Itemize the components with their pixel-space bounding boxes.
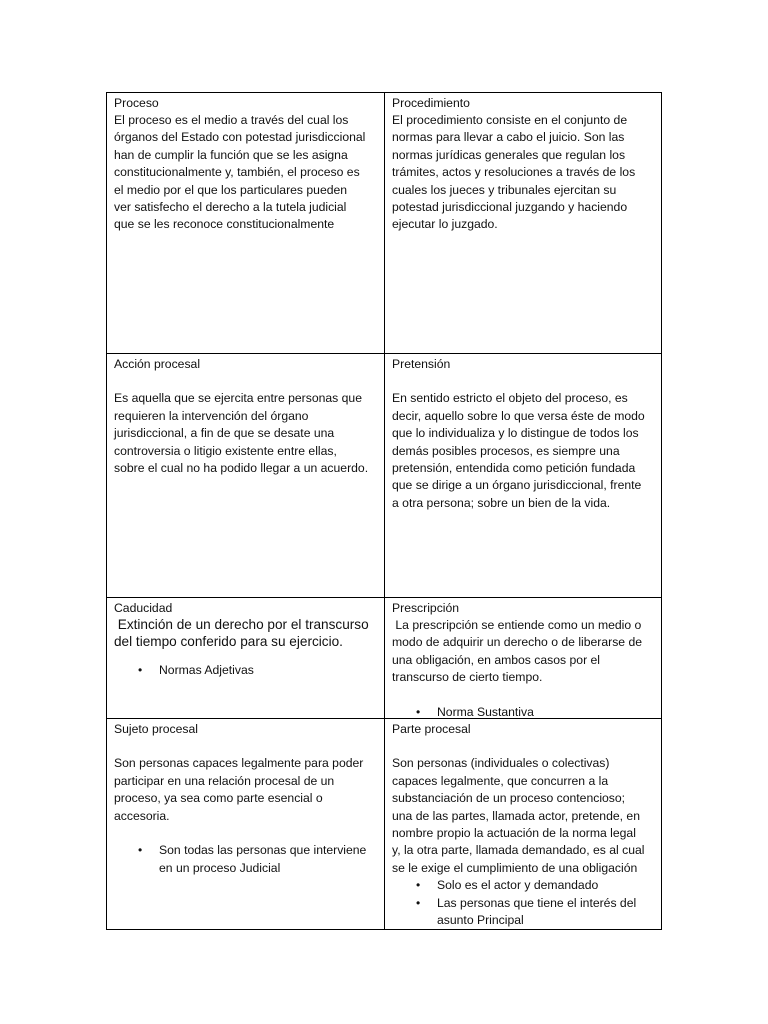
bullet-item: • Las personas que tiene el interés del bbox=[392, 895, 655, 912]
text-line: jurisdiccional, a fin de que se desate una bbox=[114, 426, 335, 441]
cell-body bbox=[114, 755, 378, 825]
text-line: controversia o litigio existente entre ellas, bbox=[114, 443, 337, 458]
text-line: substanciación de un proceso contencioso; bbox=[392, 791, 626, 806]
bullet-item: • Solo es el actor y demandado bbox=[392, 877, 655, 894]
text-line: proceso, ya sea como parte esencial o bbox=[114, 791, 323, 806]
cell-body bbox=[392, 390, 655, 512]
text-line: transcurso de cierto tiempo. bbox=[392, 670, 543, 685]
text-line: se le exige el cumplimiento de una obligación bbox=[392, 860, 638, 875]
spacer bbox=[392, 738, 655, 755]
text-line: del tiempo conferido para su ejercicio. bbox=[114, 633, 343, 649]
cell-body bbox=[114, 390, 378, 477]
text-line: El procedimiento consiste en el conjunto de bbox=[392, 113, 628, 127]
cell-title: Sujeto procesal bbox=[114, 722, 199, 736]
cell-title: Acción procesal bbox=[114, 357, 201, 371]
definitions-table bbox=[106, 92, 662, 930]
text-line: El proceso es el medio a través del cual los bbox=[114, 113, 349, 127]
text-line: constitucionalmente y, también, el proceso es bbox=[114, 165, 360, 180]
bullet-item: • Norma Sustantiva bbox=[392, 704, 655, 718]
text-line: el medio por el que los particulares pueden bbox=[114, 182, 348, 197]
cell-prescripcion bbox=[385, 598, 661, 718]
spacer bbox=[114, 373, 378, 390]
cell-pretension bbox=[385, 354, 661, 597]
text-line: trámites, actos y resoluciones a través de los bbox=[392, 165, 636, 180]
text-line: Extinción de un derecho por el transcurso bbox=[114, 617, 369, 632]
bullet-list bbox=[392, 877, 655, 929]
spacer bbox=[392, 373, 655, 390]
text-line: que se dirige a un órgano jurisdiccional, frente bbox=[392, 478, 642, 493]
text-line: ver satisfecho el derecho a la tutela judicial bbox=[114, 200, 347, 215]
text-line: Son personas (individuales o colectivas) bbox=[392, 756, 610, 771]
cell-body bbox=[392, 112, 655, 234]
text-line: participar en una relación procesal de un bbox=[114, 773, 335, 788]
cell-title: Parte procesal bbox=[392, 722, 471, 736]
cell-title: Procedimiento bbox=[392, 96, 470, 110]
text-line: normas para llevar a cabo el juicio. Son las bbox=[392, 130, 625, 145]
cell-caducidad bbox=[107, 598, 384, 718]
text-line: que lo individualiza y lo distingue de todos los bbox=[392, 426, 639, 441]
text-line: una de las partes, llamada actor, pretende, en bbox=[392, 808, 640, 823]
table-border-right bbox=[661, 92, 662, 930]
spacer bbox=[114, 825, 378, 842]
text-line: órganos del Estado con potestad jurisdiccional bbox=[114, 130, 366, 145]
text-line: sobre el cual no ha podido llegar a un acuerdo. bbox=[114, 461, 369, 476]
bullet-continuation: asunto Principal bbox=[437, 913, 524, 928]
cell-title: Pretensión bbox=[392, 357, 451, 371]
text-line: Son personas capaces legalmente para poder bbox=[114, 756, 364, 771]
text-line: ejecutar lo juzgado. bbox=[392, 217, 498, 232]
bullet-list bbox=[392, 704, 655, 718]
bullet-item: • Normas Adjetivas bbox=[114, 662, 378, 679]
cell-body bbox=[114, 617, 378, 650]
text-line: potestad jurisdiccional juzgando y haciendo bbox=[392, 200, 628, 215]
text-line: cuales los jueces y tribunales ejercitan su bbox=[392, 182, 617, 197]
spacer bbox=[114, 650, 378, 662]
bullet-continuation: en un proceso Judicial bbox=[159, 860, 281, 875]
cell-title: Caducidad bbox=[114, 601, 173, 615]
cell-procedimiento bbox=[385, 93, 661, 353]
cell-sujeto-procesal bbox=[107, 719, 384, 929]
cell-parte-procesal bbox=[385, 719, 661, 929]
text-line: han de cumplir la función que se les asigna bbox=[114, 147, 348, 162]
text-line: normas jurídicas generales que regulan los bbox=[392, 147, 626, 162]
text-line: Es aquella que se ejercita entre personas que bbox=[114, 391, 362, 406]
text-line: a otra persona; sobre un bien de la vida. bbox=[392, 495, 611, 510]
bullet-item: • Son todas las personas que interviene bbox=[114, 842, 378, 859]
cell-body bbox=[392, 617, 655, 687]
cell-title: Prescripción bbox=[392, 601, 460, 615]
text-line: accesoria. bbox=[114, 808, 170, 823]
text-line: requieren la intervención del órgano bbox=[114, 408, 309, 423]
text-line: que se les reconoce constitucionalmente bbox=[114, 217, 335, 232]
text-line: y, la otra parte, llamada demandado, es al cual bbox=[392, 843, 645, 858]
cell-title: Proceso bbox=[114, 96, 159, 110]
cell-body bbox=[392, 755, 655, 877]
cell-accion-procesal bbox=[107, 354, 384, 597]
text-line: pretensión, entendida como petición fundada bbox=[392, 461, 636, 476]
text-line: decir, aquello sobre lo que versa éste de modo bbox=[392, 408, 645, 423]
spacer bbox=[114, 738, 378, 755]
cell-body bbox=[114, 112, 378, 234]
cell-proceso bbox=[107, 93, 384, 353]
text-line: demás posibles procesos, es siempre una bbox=[392, 443, 620, 458]
spacer bbox=[392, 687, 655, 704]
bullet-list bbox=[114, 842, 378, 877]
text-line: modo de adquirir un derecho o de liberarse de bbox=[392, 635, 643, 650]
text-line: La prescripción se entiende como un medio o bbox=[392, 618, 642, 632]
text-line: una obligación, en ambos casos por el bbox=[392, 652, 600, 667]
bullet-list bbox=[114, 662, 378, 679]
text-line: capaces legalmente, que concurren a la bbox=[392, 773, 609, 788]
text-line: nombre propio la actuación de la norma legal bbox=[392, 826, 636, 841]
text-line: En sentido estricto el objeto del proceso, es bbox=[392, 391, 628, 406]
